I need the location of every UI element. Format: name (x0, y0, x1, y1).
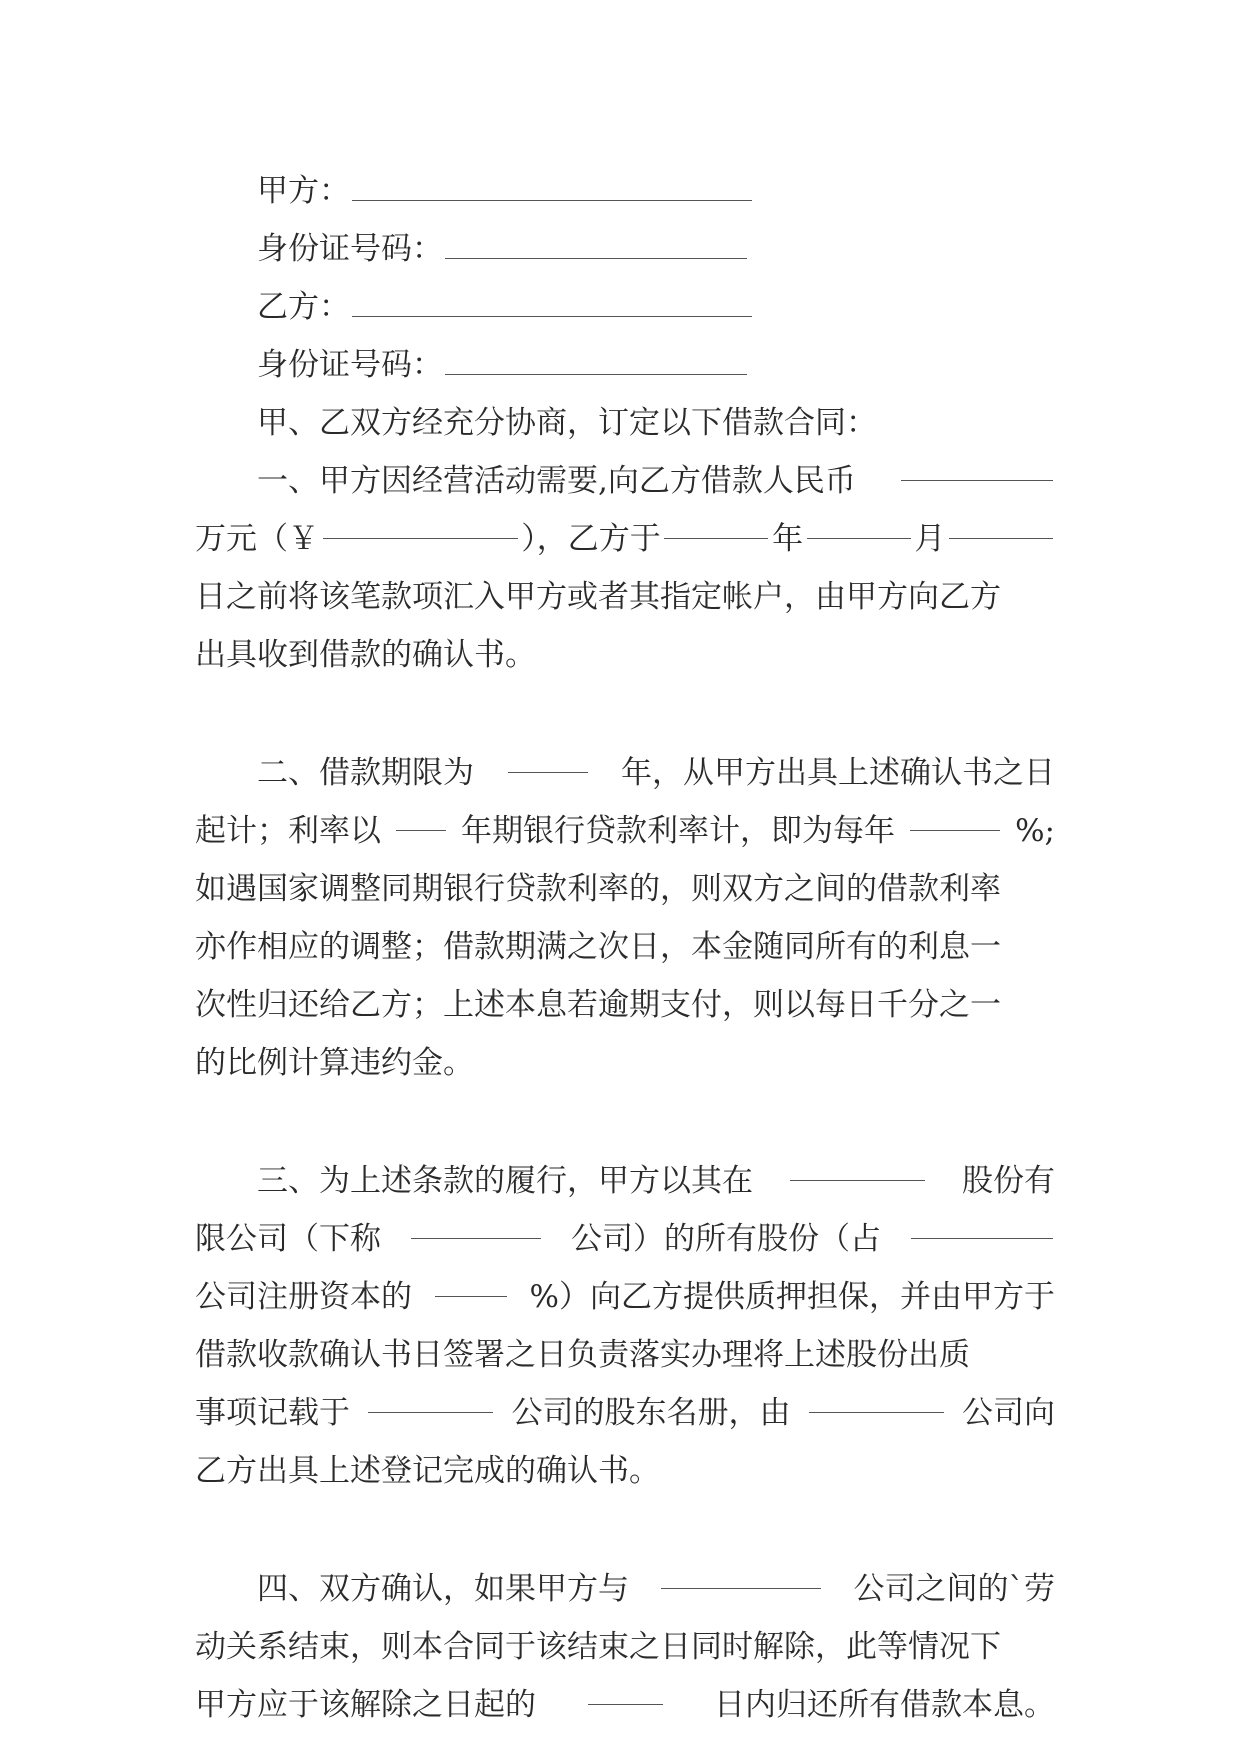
clause3-text: 三、为上述条款的履行，甲方以其在 (257, 1163, 753, 1199)
party-b-label: 乙方： (257, 289, 350, 325)
clause1-line4: 出具收到借款的确认书。 (195, 637, 536, 673)
clause3-line5 (195, 1384, 1055, 1442)
repay-days-blank[interactable] (588, 1676, 663, 1705)
clause1-text: 年 (772, 521, 804, 557)
year-blank[interactable] (664, 510, 768, 539)
clause3-line3 (195, 1268, 1055, 1326)
clause3-line4: 借款收款确认书日签署之日负责落实办理将上述股份出质 (195, 1337, 970, 1373)
clause4-text: 日内归还所有借款本息。 (714, 1687, 1055, 1723)
clause2-text: 二、借款期限为 (257, 755, 474, 791)
clause1-text: 月 (914, 521, 946, 557)
clause4-text: 公司之间的`劳 (853, 1571, 1055, 1607)
party-b-field (195, 278, 1055, 336)
intro-text: 甲、乙双方经充分协商，订定以下借款合同： (257, 405, 877, 441)
clause1-line1 (195, 452, 1055, 510)
share-company-blank[interactable] (911, 1210, 1053, 1239)
clause2-line4: 亦作相应的调整；借款期满之次日，本金随同所有的利息一 (195, 929, 1001, 965)
party-a-id-label: 身份证号码： (257, 231, 443, 267)
register-company-blank[interactable] (368, 1384, 493, 1413)
rate-term-blank[interactable] (396, 802, 446, 831)
clause3-text: 事项记载于 (195, 1395, 350, 1431)
clause2-text: 年期银行贷款利率计，即为每年 (461, 813, 896, 849)
clause1-text: 万元（￥ (195, 521, 319, 557)
clause3-text: 公司注册资本的 (195, 1279, 412, 1315)
clause4-text: 四、双方确认，如果甲方与 (257, 1571, 629, 1607)
party-b-id-blank[interactable] (445, 346, 747, 375)
clause4-line1 (195, 1560, 1055, 1618)
clause2-line6: 的比例计算违约金。 (195, 1045, 474, 1081)
clause2-line2 (195, 802, 1055, 860)
month-blank[interactable] (807, 510, 911, 539)
company-name-blank[interactable] (790, 1152, 925, 1181)
clause2-text: 年，从甲方出具上述确认书之日 (621, 755, 1055, 791)
issuing-company-blank[interactable] (809, 1384, 944, 1413)
clause2-text: 起计；利率以 (195, 813, 381, 849)
clause3-text: %）向乙方提供质押担保，并由甲方于 (529, 1279, 1055, 1315)
clause1-line2 (195, 510, 1055, 568)
company-short-name-blank[interactable] (411, 1210, 541, 1239)
clause4-line2: 动关系结束，则本合同于该结束之日同时解除，此等情况下 (195, 1629, 1001, 1665)
party-a-id-field (195, 220, 1055, 278)
clause1-text: 一、甲方因经营活动需要,向乙方借款人民币 (257, 463, 856, 499)
clause4-text: 甲方应于该解除之日起的 (195, 1687, 536, 1723)
clause3-text: 股份有 (962, 1163, 1055, 1199)
employer-company-blank[interactable] (661, 1560, 821, 1589)
loan-term-blank[interactable] (508, 744, 588, 773)
clause1-text: ），乙方于 (521, 521, 661, 557)
day-blank[interactable] (949, 510, 1053, 539)
party-a-label: 甲方： (257, 173, 350, 209)
clause2-text: %; (1015, 813, 1055, 849)
party-a-blank[interactable] (352, 172, 752, 201)
clause2-line3: 如遇国家调整同期银行贷款利率的，则双方之间的借款利率 (195, 871, 1001, 907)
clause4-line3 (195, 1676, 1055, 1734)
party-b-id-label: 身份证号码： (257, 347, 443, 383)
clause3-line6: 乙方出具上述登记完成的确认书。 (195, 1453, 660, 1489)
share-percent-blank[interactable] (435, 1268, 507, 1297)
party-b-id-field (195, 336, 1055, 394)
clause1-line3: 日之前将该笔款项汇入甲方或者其指定帐户，由甲方向乙方 (195, 579, 1001, 615)
clause3-line2 (195, 1210, 1055, 1268)
clause2-line5: 次性归还给乙方；上述本息若逾期支付，则以每日千分之一 (195, 987, 1001, 1023)
annual-rate-blank[interactable] (910, 802, 1000, 831)
party-a-id-blank[interactable] (445, 230, 747, 259)
clause3-text: 公司的股东名册，由 (511, 1395, 791, 1431)
loan-amount-figure-blank[interactable] (323, 510, 518, 539)
clause3-text: 公司）的所有股份（占 (571, 1221, 881, 1257)
loan-contract (195, 162, 1055, 1734)
clause3-text: 公司向 (962, 1395, 1055, 1431)
party-a-field (195, 162, 1055, 220)
clause3-text: 限公司（下称 (195, 1221, 381, 1257)
party-b-blank[interactable] (352, 288, 752, 317)
loan-amount-blank[interactable] (901, 452, 1053, 481)
clause2-line1 (195, 744, 1055, 802)
clause3-line1 (195, 1152, 1055, 1210)
